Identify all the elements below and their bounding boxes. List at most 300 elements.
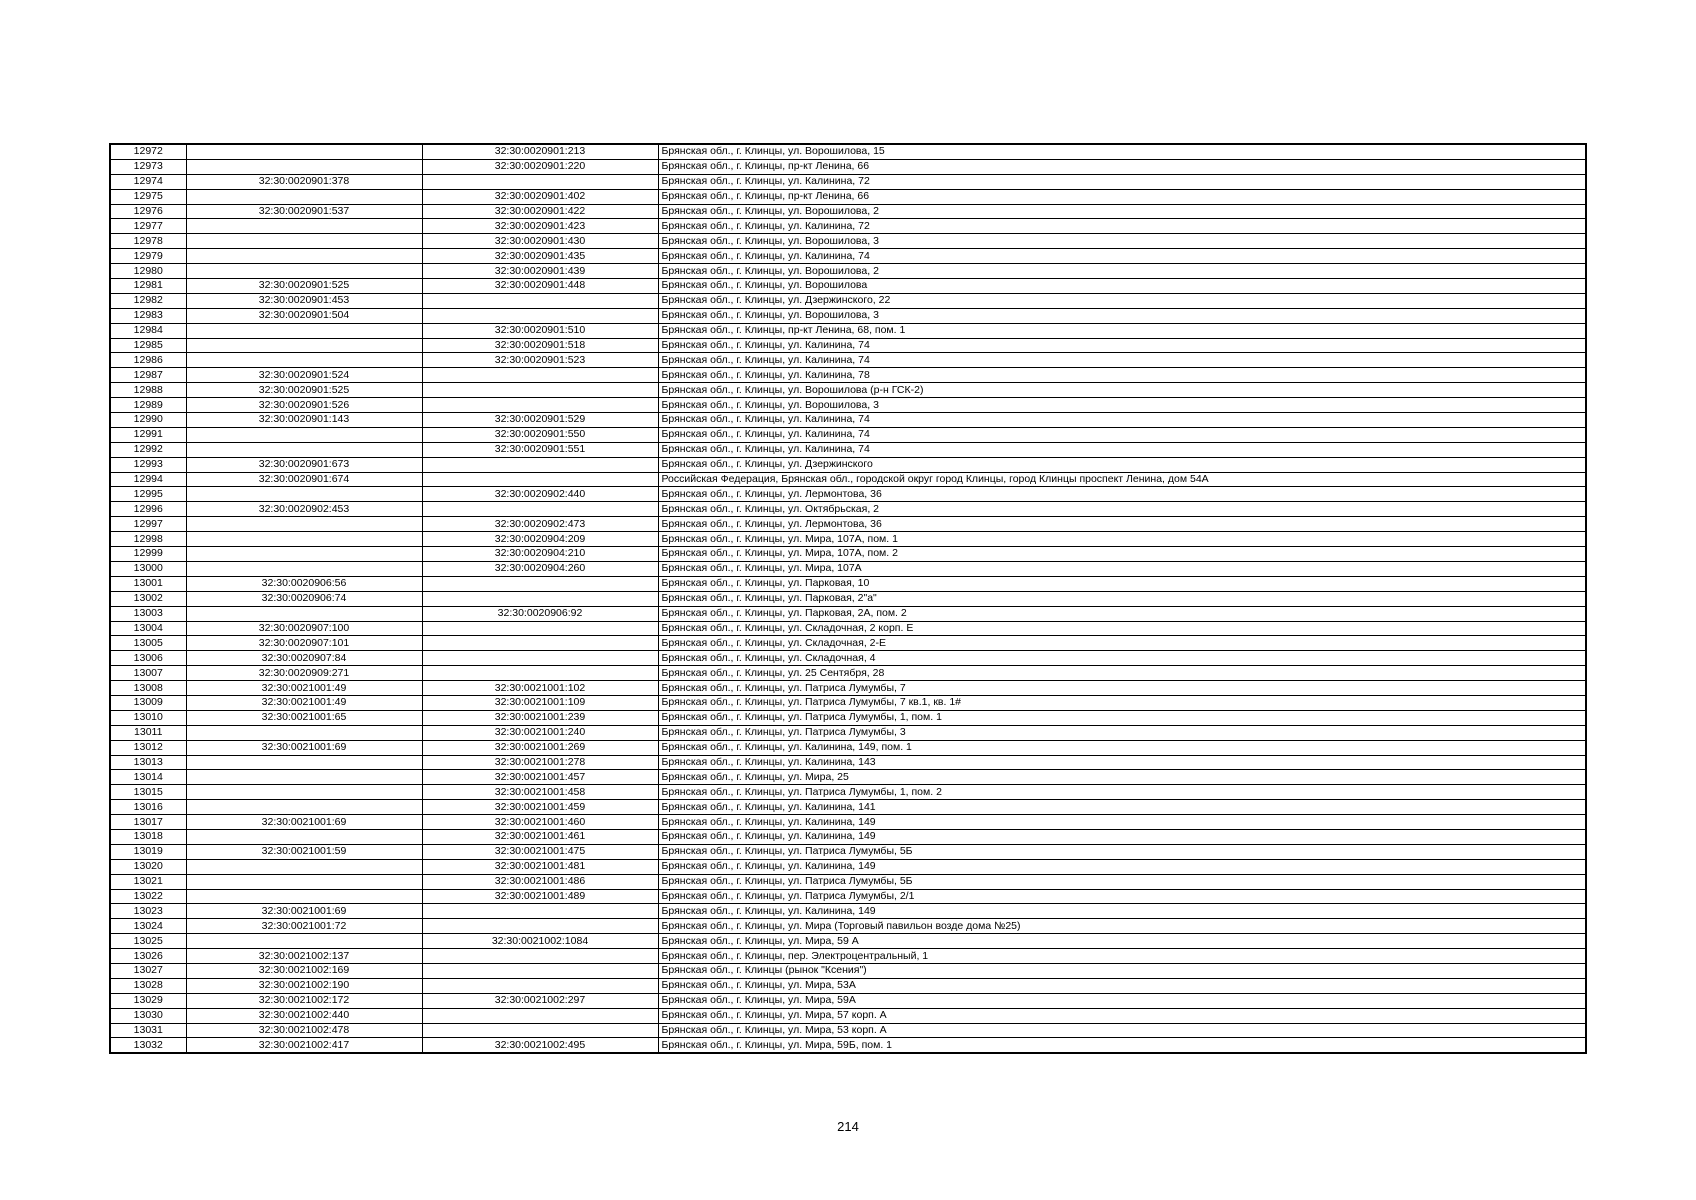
row-number-cell: 12982 — [110, 293, 186, 308]
row-number-cell: 12975 — [110, 189, 186, 204]
address-cell: Брянская обл., г. Клинцы, пр-кт Ленина, 66 — [658, 159, 1586, 174]
building-cadastral-number-cell — [422, 949, 658, 964]
table-row — [110, 815, 1586, 830]
land-cadastral-number-cell — [186, 547, 422, 562]
land-cadastral-number-cell — [186, 874, 422, 889]
building-cadastral-number-cell: 32:30:0021001:102 — [422, 681, 658, 696]
building-cadastral-number-cell — [422, 457, 658, 472]
row-number-cell: 12990 — [110, 413, 186, 428]
land-cadastral-number-cell — [186, 770, 422, 785]
row-number-cell: 13019 — [110, 844, 186, 859]
address-cell: Брянская обл., г. Клинцы, ул. Калинина, 74 — [658, 338, 1586, 353]
building-cadastral-number-cell: 32:30:0021001:109 — [422, 695, 658, 710]
building-cadastral-number-cell: 32:30:0020904:209 — [422, 532, 658, 547]
address-cell: Брянская обл., г. Клинцы, ул. Мира, 53 корп. А — [658, 1023, 1586, 1038]
table-row — [110, 144, 1586, 159]
land-cadastral-number-cell: 32:30:0020901:378 — [186, 174, 422, 189]
address-cell: Брянская обл., г. Клинцы, ул. Калинина, 74 — [658, 353, 1586, 368]
land-cadastral-number-cell: 32:30:0021001:65 — [186, 710, 422, 725]
land-cadastral-number-cell: 32:30:0021001:59 — [186, 844, 422, 859]
address-cell: Брянская обл., г. Клинцы, ул. Мира, 57 корп. А — [658, 1008, 1586, 1023]
row-number-cell: 12998 — [110, 532, 186, 547]
row-number-cell: 12993 — [110, 457, 186, 472]
land-cadastral-number-cell — [186, 829, 422, 844]
table-row — [110, 1023, 1586, 1038]
land-cadastral-number-cell — [186, 800, 422, 815]
address-cell: Брянская обл., г. Клинцы, ул. Дзержинского — [658, 457, 1586, 472]
row-number-cell: 13031 — [110, 1023, 186, 1038]
table-row — [110, 398, 1586, 413]
address-cell: Брянская обл., г. Клинцы, ул. Патриса Лумумбы, 1, пом. 1 — [658, 710, 1586, 725]
row-number-cell: 12974 — [110, 174, 186, 189]
building-cadastral-number-cell: 32:30:0020901:518 — [422, 338, 658, 353]
building-cadastral-number-cell: 32:30:0021001:481 — [422, 859, 658, 874]
table-row — [110, 338, 1586, 353]
building-cadastral-number-cell — [422, 383, 658, 398]
land-cadastral-number-cell: 32:30:0021002:478 — [186, 1023, 422, 1038]
address-cell: Брянская обл., г. Клинцы, ул. Калинина, 74 — [658, 249, 1586, 264]
row-number-cell: 13004 — [110, 621, 186, 636]
address-cell: Брянская обл., г. Клинцы, ул. Калинина, 149 — [658, 815, 1586, 830]
table-row — [110, 651, 1586, 666]
row-number-cell: 13032 — [110, 1038, 186, 1053]
table-row — [110, 978, 1586, 993]
table-row — [110, 695, 1586, 710]
address-cell: Брянская обл., г. Клинцы, ул. Калинина, 72 — [658, 174, 1586, 189]
row-number-cell: 13018 — [110, 829, 186, 844]
row-number-cell: 12995 — [110, 487, 186, 502]
address-cell: Брянская обл., г. Клинцы, ул. Складочная, 2-Е — [658, 636, 1586, 651]
row-number-cell: 12989 — [110, 398, 186, 413]
address-cell: Российская Федерация, Брянская обл., городской округ город Клинцы, город Клинцы проспект Ленина, дом 54А — [658, 472, 1586, 487]
address-cell: Брянская обл., г. Клинцы, ул. Патриса Лумумбы, 1, пом. 2 — [658, 785, 1586, 800]
row-number-cell: 13015 — [110, 785, 186, 800]
table-row — [110, 844, 1586, 859]
building-cadastral-number-cell: 32:30:0020904:260 — [422, 561, 658, 576]
table-row — [110, 368, 1586, 383]
table-row — [110, 740, 1586, 755]
building-cadastral-number-cell: 32:30:0021001:458 — [422, 785, 658, 800]
building-cadastral-number-cell: 32:30:0021001:486 — [422, 874, 658, 889]
row-number-cell: 13020 — [110, 859, 186, 874]
land-cadastral-number-cell: 32:30:0021002:190 — [186, 978, 422, 993]
land-cadastral-number-cell: 32:30:0020906:56 — [186, 576, 422, 591]
row-number-cell: 12997 — [110, 517, 186, 532]
row-number-cell: 13010 — [110, 710, 186, 725]
building-cadastral-number-cell: 32:30:0020901:423 — [422, 219, 658, 234]
row-number-cell: 12976 — [110, 204, 186, 219]
address-cell: Брянская обл., г. Клинцы, ул. Дзержинского, 22 — [658, 293, 1586, 308]
address-cell: Брянская обл., г. Клинцы, ул. Лермонтова, 36 — [658, 517, 1586, 532]
address-cell: Брянская обл., г. Клинцы, ул. Ворошилова, 2 — [658, 204, 1586, 219]
building-cadastral-number-cell: 32:30:0020901:523 — [422, 353, 658, 368]
land-cadastral-number-cell: 32:30:0021001:69 — [186, 815, 422, 830]
address-cell: Брянская обл., г. Клинцы, ул. Парковая, 2А, пом. 2 — [658, 606, 1586, 621]
land-cadastral-number-cell: 32:30:0020907:100 — [186, 621, 422, 636]
address-cell: Брянская обл., г. Клинцы, ул. Калинина, 74 — [658, 442, 1586, 457]
table-row — [110, 1038, 1586, 1053]
building-cadastral-number-cell: 32:30:0021001:240 — [422, 725, 658, 740]
building-cadastral-number-cell: 32:30:0020901:402 — [422, 189, 658, 204]
table-row — [110, 710, 1586, 725]
row-number-cell: 13002 — [110, 591, 186, 606]
building-cadastral-number-cell: 32:30:0021001:239 — [422, 710, 658, 725]
row-number-cell: 13006 — [110, 651, 186, 666]
building-cadastral-number-cell: 32:30:0021001:269 — [422, 740, 658, 755]
table-row — [110, 859, 1586, 874]
building-cadastral-number-cell: 32:30:0021001:460 — [422, 815, 658, 830]
building-cadastral-number-cell: 32:30:0020901:550 — [422, 427, 658, 442]
address-cell: Брянская обл., г. Клинцы, ул. Ворошилова, 3 — [658, 398, 1586, 413]
building-cadastral-number-cell: 32:30:0020904:210 — [422, 547, 658, 562]
building-cadastral-number-cell: 32:30:0020901:439 — [422, 264, 658, 279]
land-cadastral-number-cell — [186, 785, 422, 800]
building-cadastral-number-cell: 32:30:0020901:510 — [422, 323, 658, 338]
table-row — [110, 353, 1586, 368]
address-cell: Брянская обл., г. Клинцы, ул. Калинина, 149, пом. 1 — [658, 740, 1586, 755]
building-cadastral-number-cell — [422, 502, 658, 517]
row-number-cell: 12988 — [110, 383, 186, 398]
table-row — [110, 413, 1586, 428]
land-cadastral-number-cell: 32:30:0020909:271 — [186, 666, 422, 681]
address-cell: Брянская обл., г. Клинцы, ул. Калинина, 74 — [658, 413, 1586, 428]
building-cadastral-number-cell — [422, 636, 658, 651]
address-cell: Брянская обл., г. Клинцы, ул. Патриса Лумумбы, 5Б — [658, 874, 1586, 889]
row-number-cell: 13016 — [110, 800, 186, 815]
table-row — [110, 279, 1586, 294]
table-row — [110, 264, 1586, 279]
land-cadastral-number-cell — [186, 859, 422, 874]
address-cell: Брянская обл., г. Клинцы, ул. Парковая, 2"а" — [658, 591, 1586, 606]
land-cadastral-number-cell — [186, 517, 422, 532]
registry-table — [109, 143, 1587, 1054]
building-cadastral-number-cell: 32:30:0020906:92 — [422, 606, 658, 621]
land-cadastral-number-cell — [186, 338, 422, 353]
address-cell: Брянская обл., г. Клинцы, ул. Мира, 107А, пом. 1 — [658, 532, 1586, 547]
building-cadastral-number-cell: 32:30:0021002:1084 — [422, 934, 658, 949]
row-number-cell: 13023 — [110, 904, 186, 919]
table-row — [110, 323, 1586, 338]
land-cadastral-number-cell: 32:30:0021001:49 — [186, 681, 422, 696]
address-cell: Брянская обл., г. Клинцы, ул. Складочная, 4 — [658, 651, 1586, 666]
table-row — [110, 591, 1586, 606]
address-cell: Брянская обл., г. Клинцы, ул. Мира, 107А, пом. 2 — [658, 547, 1586, 562]
building-cadastral-number-cell — [422, 1008, 658, 1023]
building-cadastral-number-cell: 32:30:0021001:461 — [422, 829, 658, 844]
table-row — [110, 189, 1586, 204]
address-cell: Брянская обл., г. Клинцы, ул. Калинина, 149 — [658, 829, 1586, 844]
building-cadastral-number-cell — [422, 174, 658, 189]
table-row — [110, 383, 1586, 398]
building-cadastral-number-cell: 32:30:0021001:457 — [422, 770, 658, 785]
table-row — [110, 785, 1586, 800]
address-cell: Брянская обл., г. Клинцы, пр-кт Ленина, 66 — [658, 189, 1586, 204]
row-number-cell: 12992 — [110, 442, 186, 457]
table-row — [110, 427, 1586, 442]
registry-table-body — [110, 144, 1586, 1053]
land-cadastral-number-cell — [186, 487, 422, 502]
table-row — [110, 800, 1586, 815]
building-cadastral-number-cell — [422, 919, 658, 934]
row-number-cell: 12985 — [110, 338, 186, 353]
address-cell: Брянская обл., г. Клинцы, ул. Ворошилова (р-н ГСК-2) — [658, 383, 1586, 398]
table-row — [110, 293, 1586, 308]
row-number-cell: 12994 — [110, 472, 186, 487]
address-cell: Брянская обл., г. Клинцы, ул. Ворошилова, 15 — [658, 144, 1586, 159]
land-cadastral-number-cell — [186, 353, 422, 368]
row-number-cell: 12983 — [110, 308, 186, 323]
address-cell: Брянская обл., г. Клинцы, ул. Ворошилова, 3 — [658, 308, 1586, 323]
table-row — [110, 532, 1586, 547]
land-cadastral-number-cell — [186, 606, 422, 621]
building-cadastral-number-cell — [422, 472, 658, 487]
building-cadastral-number-cell: 32:30:0020901:551 — [422, 442, 658, 457]
building-cadastral-number-cell — [422, 576, 658, 591]
building-cadastral-number-cell: 32:30:0020901:529 — [422, 413, 658, 428]
table-row — [110, 755, 1586, 770]
table-row — [110, 725, 1586, 740]
land-cadastral-number-cell: 32:30:0021002:137 — [186, 949, 422, 964]
table-row — [110, 174, 1586, 189]
table-row — [110, 829, 1586, 844]
row-number-cell: 12981 — [110, 279, 186, 294]
land-cadastral-number-cell: 32:30:0021002:172 — [186, 993, 422, 1008]
address-cell: Брянская обл., г. Клинцы, ул. Патриса Лумумбы, 3 — [658, 725, 1586, 740]
row-number-cell: 13021 — [110, 874, 186, 889]
table-row — [110, 234, 1586, 249]
table-row — [110, 308, 1586, 323]
address-cell: Брянская обл., г. Клинцы, ул. Мира, 53А — [658, 978, 1586, 993]
row-number-cell: 12972 — [110, 144, 186, 159]
row-number-cell: 13011 — [110, 725, 186, 740]
land-cadastral-number-cell: 32:30:0020901:524 — [186, 368, 422, 383]
row-number-cell: 13005 — [110, 636, 186, 651]
row-number-cell: 13007 — [110, 666, 186, 681]
building-cadastral-number-cell: 32:30:0020901:435 — [422, 249, 658, 264]
table-row — [110, 934, 1586, 949]
row-number-cell: 13000 — [110, 561, 186, 576]
row-number-cell: 12984 — [110, 323, 186, 338]
address-cell: Брянская обл., г. Клинцы, ул. Мира, 59Б, пом. 1 — [658, 1038, 1586, 1053]
building-cadastral-number-cell — [422, 621, 658, 636]
row-number-cell: 13017 — [110, 815, 186, 830]
table-row — [110, 457, 1586, 472]
building-cadastral-number-cell: 32:30:0021002:495 — [422, 1038, 658, 1053]
land-cadastral-number-cell — [186, 755, 422, 770]
building-cadastral-number-cell — [422, 904, 658, 919]
building-cadastral-number-cell: 32:30:0020901:422 — [422, 204, 658, 219]
land-cadastral-number-cell — [186, 234, 422, 249]
table-row — [110, 561, 1586, 576]
row-number-cell: 13012 — [110, 740, 186, 755]
table-row — [110, 204, 1586, 219]
land-cadastral-number-cell: 32:30:0021001:69 — [186, 904, 422, 919]
building-cadastral-number-cell: 32:30:0021001:278 — [422, 755, 658, 770]
row-number-cell: 13029 — [110, 993, 186, 1008]
building-cadastral-number-cell — [422, 666, 658, 681]
land-cadastral-number-cell — [186, 532, 422, 547]
table-row — [110, 904, 1586, 919]
land-cadastral-number-cell — [186, 323, 422, 338]
address-cell: Брянская обл., г. Клинцы, ул. Ворошилова, 3 — [658, 234, 1586, 249]
building-cadastral-number-cell — [422, 591, 658, 606]
building-cadastral-number-cell — [422, 963, 658, 978]
table-row — [110, 517, 1586, 532]
building-cadastral-number-cell: 32:30:0020902:440 — [422, 487, 658, 502]
land-cadastral-number-cell — [186, 189, 422, 204]
row-number-cell: 12977 — [110, 219, 186, 234]
row-number-cell: 13027 — [110, 963, 186, 978]
building-cadastral-number-cell — [422, 308, 658, 323]
land-cadastral-number-cell: 32:30:0020901:143 — [186, 413, 422, 428]
table-row — [110, 487, 1586, 502]
address-cell: Брянская обл., г. Клинцы, ул. Лермонтова, 36 — [658, 487, 1586, 502]
row-number-cell: 13026 — [110, 949, 186, 964]
building-cadastral-number-cell — [422, 398, 658, 413]
land-cadastral-number-cell: 32:30:0020901:453 — [186, 293, 422, 308]
table-row — [110, 606, 1586, 621]
address-cell: Брянская обл., г. Клинцы, ул. Ворошилова, 2 — [658, 264, 1586, 279]
land-cadastral-number-cell: 32:30:0020902:453 — [186, 502, 422, 517]
row-number-cell: 12978 — [110, 234, 186, 249]
land-cadastral-number-cell: 32:30:0020906:74 — [186, 591, 422, 606]
land-cadastral-number-cell: 32:30:0021002:417 — [186, 1038, 422, 1053]
row-number-cell: 12979 — [110, 249, 186, 264]
building-cadastral-number-cell — [422, 293, 658, 308]
address-cell: Брянская обл., г. Клинцы, ул. Мира, 107А — [658, 561, 1586, 576]
table-row — [110, 547, 1586, 562]
row-number-cell: 13028 — [110, 978, 186, 993]
table-row — [110, 159, 1586, 174]
building-cadastral-number-cell — [422, 651, 658, 666]
land-cadastral-number-cell: 32:30:0021002:440 — [186, 1008, 422, 1023]
land-cadastral-number-cell: 32:30:0020901:525 — [186, 383, 422, 398]
table-row — [110, 442, 1586, 457]
address-cell: Брянская обл., г. Клинцы, ул. Ворошилова — [658, 279, 1586, 294]
land-cadastral-number-cell: 32:30:0021001:49 — [186, 695, 422, 710]
land-cadastral-number-cell — [186, 144, 422, 159]
table-row — [110, 219, 1586, 234]
land-cadastral-number-cell — [186, 889, 422, 904]
table-row — [110, 472, 1586, 487]
land-cadastral-number-cell: 32:30:0020901:525 — [186, 279, 422, 294]
building-cadastral-number-cell: 32:30:0020901:430 — [422, 234, 658, 249]
address-cell: Брянская обл., г. Клинцы, ул. Патриса Лумумбы, 2/1 — [658, 889, 1586, 904]
row-number-cell: 13025 — [110, 934, 186, 949]
building-cadastral-number-cell — [422, 978, 658, 993]
table-row — [110, 502, 1586, 517]
row-number-cell: 13030 — [110, 1008, 186, 1023]
building-cadastral-number-cell: 32:30:0020901:448 — [422, 279, 658, 294]
address-cell: Брянская обл., г. Клинцы, ул. Калинина, 141 — [658, 800, 1586, 815]
land-cadastral-number-cell: 32:30:0021001:72 — [186, 919, 422, 934]
table-row — [110, 889, 1586, 904]
land-cadastral-number-cell — [186, 159, 422, 174]
land-cadastral-number-cell: 32:30:0020907:101 — [186, 636, 422, 651]
table-row — [110, 874, 1586, 889]
row-number-cell: 13024 — [110, 919, 186, 934]
building-cadastral-number-cell: 32:30:0021002:297 — [422, 993, 658, 1008]
address-cell: Брянская обл., г. Клинцы, ул. Мира, 59 А — [658, 934, 1586, 949]
row-number-cell: 13009 — [110, 695, 186, 710]
building-cadastral-number-cell: 32:30:0021001:475 — [422, 844, 658, 859]
table-row — [110, 636, 1586, 651]
land-cadastral-number-cell — [186, 427, 422, 442]
row-number-cell: 12973 — [110, 159, 186, 174]
address-cell: Брянская обл., г. Клинцы, ул. Патриса Лумумбы, 7 кв.1, кв. 1# — [658, 695, 1586, 710]
row-number-cell: 12980 — [110, 264, 186, 279]
land-cadastral-number-cell: 32:30:0020901:674 — [186, 472, 422, 487]
building-cadastral-number-cell: 32:30:0020901:213 — [422, 144, 658, 159]
table-row — [110, 1008, 1586, 1023]
row-number-cell: 13001 — [110, 576, 186, 591]
address-cell: Брянская обл., г. Клинцы, ул. Калинина, 149 — [658, 859, 1586, 874]
address-cell: Брянская обл., г. Клинцы, ул. Мира, 25 — [658, 770, 1586, 785]
land-cadastral-number-cell — [186, 561, 422, 576]
building-cadastral-number-cell: 32:30:0020901:220 — [422, 159, 658, 174]
land-cadastral-number-cell: 32:30:0020901:526 — [186, 398, 422, 413]
row-number-cell: 13008 — [110, 681, 186, 696]
address-cell: Брянская обл., г. Клинцы, ул. 25 Сентября, 28 — [658, 666, 1586, 681]
address-cell: Брянская обл., г. Клинцы, пер. Электроцентральный, 1 — [658, 949, 1586, 964]
building-cadastral-number-cell — [422, 1023, 658, 1038]
address-cell: Брянская обл., г. Клинцы, ул. Парковая, 10 — [658, 576, 1586, 591]
land-cadastral-number-cell — [186, 249, 422, 264]
address-cell: Брянская обл., г. Клинцы, ул. Мира, 59А — [658, 993, 1586, 1008]
row-number-cell: 13003 — [110, 606, 186, 621]
row-number-cell: 12986 — [110, 353, 186, 368]
building-cadastral-number-cell: 32:30:0020902:473 — [422, 517, 658, 532]
table-row — [110, 949, 1586, 964]
land-cadastral-number-cell: 32:30:0020901:537 — [186, 204, 422, 219]
table-row — [110, 919, 1586, 934]
address-cell: Брянская обл., г. Клинцы, ул. Калинина, 149 — [658, 904, 1586, 919]
row-number-cell: 12999 — [110, 547, 186, 562]
land-cadastral-number-cell: 32:30:0020901:504 — [186, 308, 422, 323]
page-number: 214 — [837, 1119, 859, 1134]
building-cadastral-number-cell: 32:30:0021001:459 — [422, 800, 658, 815]
row-number-cell: 12996 — [110, 502, 186, 517]
building-cadastral-number-cell — [422, 368, 658, 383]
building-cadastral-number-cell: 32:30:0021001:489 — [422, 889, 658, 904]
land-cadastral-number-cell: 32:30:0021002:169 — [186, 963, 422, 978]
address-cell: Брянская обл., г. Клинцы (рынок "Ксения") — [658, 963, 1586, 978]
row-number-cell: 12987 — [110, 368, 186, 383]
address-cell: Брянская обл., г. Клинцы, ул. Складочная, 2 корп. Е — [658, 621, 1586, 636]
address-cell: Брянская обл., г. Клинцы, ул. Патриса Лумумбы, 5Б — [658, 844, 1586, 859]
table-row — [110, 681, 1586, 696]
table-row — [110, 576, 1586, 591]
row-number-cell: 13013 — [110, 755, 186, 770]
address-cell: Брянская обл., г. Клинцы, ул. Калинина, 72 — [658, 219, 1586, 234]
address-cell: Брянская обл., г. Клинцы, ул. Калинина, 74 — [658, 427, 1586, 442]
land-cadastral-number-cell — [186, 934, 422, 949]
address-cell: Брянская обл., г. Клинцы, ул. Мира (Торговый павильон возде дома №25) — [658, 919, 1586, 934]
address-cell: Брянская обл., г. Клинцы, ул. Октябрьская, 2 — [658, 502, 1586, 517]
address-cell: Брянская обл., г. Клинцы, ул. Калинина, 143 — [658, 755, 1586, 770]
land-cadastral-number-cell: 32:30:0020901:673 — [186, 457, 422, 472]
address-cell: Брянская обл., г. Клинцы, пр-кт Ленина, 68, пом. 1 — [658, 323, 1586, 338]
table-row — [110, 993, 1586, 1008]
row-number-cell: 13022 — [110, 889, 186, 904]
land-cadastral-number-cell: 32:30:0020907:84 — [186, 651, 422, 666]
land-cadastral-number-cell — [186, 219, 422, 234]
land-cadastral-number-cell: 32:30:0021001:69 — [186, 740, 422, 755]
row-number-cell: 12991 — [110, 427, 186, 442]
address-cell: Брянская обл., г. Клинцы, ул. Калинина, 78 — [658, 368, 1586, 383]
table-row — [110, 666, 1586, 681]
address-cell: Брянская обл., г. Клинцы, ул. Патриса Лумумбы, 7 — [658, 681, 1586, 696]
